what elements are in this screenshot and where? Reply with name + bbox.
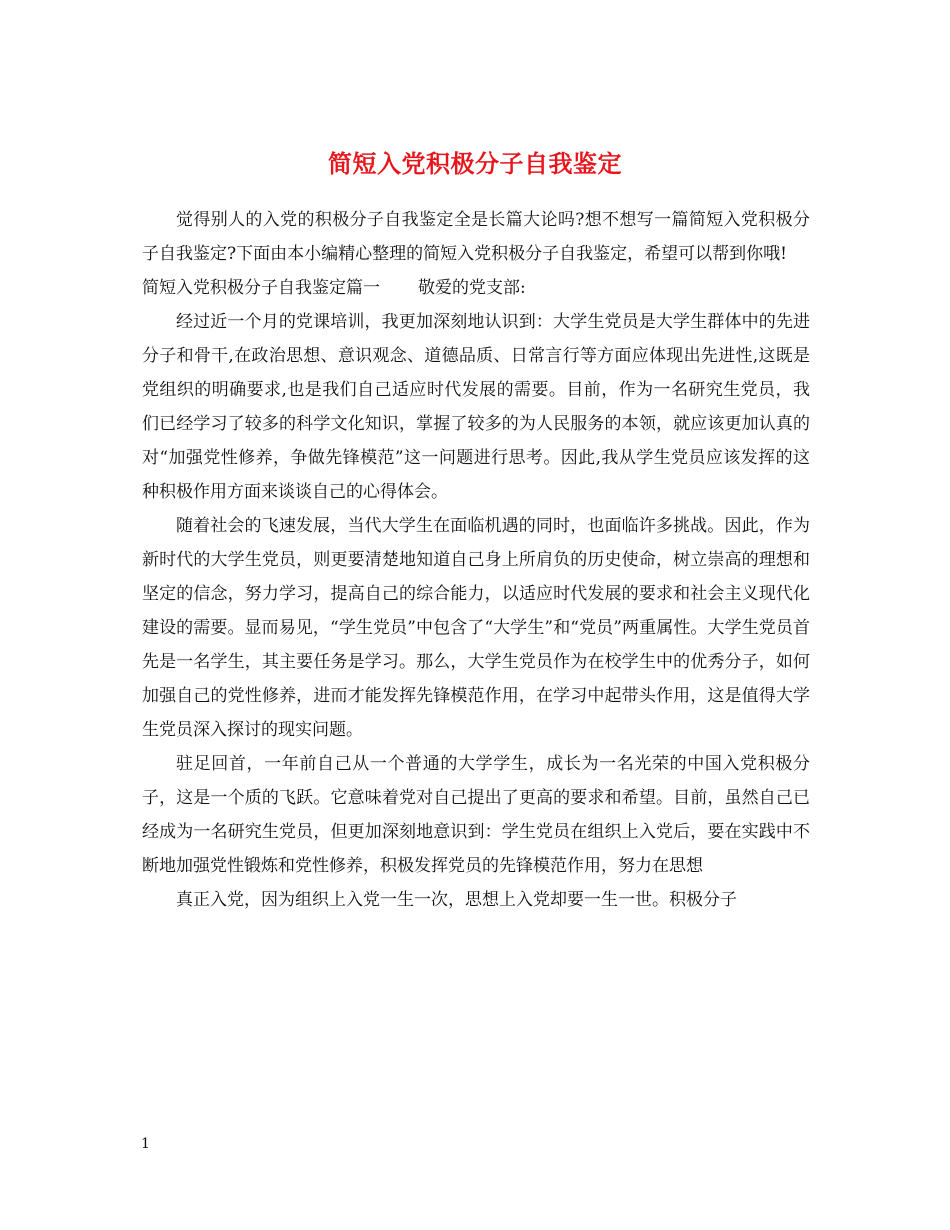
body-paragraph: 经过近一个月的党课培训，我更加深刻地认识到：大学生党员是大学生群体中的先进分子和骨干,在政治思想、意识观念、道德品质、日常言行等方面应体现出先进性,这既是党组织的明确要求,也是我们自己适应时代发展的需要。目前，作为一名研究生党员，我们已经学习了较多的科学文化知识，掌握了较多的为人民服务的本领，就应该更加认真的对“加强党性修养，争做先锋模范”这一问题进行思考。因此,我从学生党员应该发挥的这种积极作用方面来谈谈自己的心得体会。	[142, 312, 810, 502]
body-paragraph: 驻足回首，一年前自己从一个普通的大学学生，成长为一名光荣的中国入党积极分子，这是一个质的飞跃。它意味着党对自己提出了更高的要求和希望。目前，虽然自己已经成为一名研究生党员，但更加深刻地意识到：学生党员在组织上入党后，要在实践中不断地加强党性锻炼和党性修养，积极发挥党员的先锋模范作用，努力在思想	[142, 754, 810, 876]
document-title: 简短入党积极分子自我鉴定	[328, 149, 622, 179]
document-body	[142, 203, 810, 917]
page-number: 1	[141, 1136, 150, 1152]
body-paragraph: 真正入党，因为组织上入党一生一次，思想上入党却要一生一世。积极分子	[176, 890, 737, 910]
section-heading: 简短入党积极分子自我鉴定篇一	[142, 278, 380, 298]
intro-paragraph: 觉得别人的入党的积极分子自我鉴定全是长篇大论吗?想不想写一篇简短入党积极分子自我鉴定?下面由本小编精心整理的简短入党积极分子自我鉴定，希望可以帮到你哦!	[142, 210, 810, 264]
salutation: 敬爱的党支部:	[418, 278, 526, 298]
section-heading-line	[142, 271, 810, 305]
body-paragraph: 随着社会的飞速发展，当代大学生在面临机遇的同时，也面临许多挑战。因此，作为新时代的大学生党员，则更要清楚地知道自己身上所肩负的历史使命，树立崇高的理想和坚定的信念，努力学习，提高自己的综合能力，以适应时代发展的要求和社会主义现代化建设的需要。显而易见，“学生党员”中包含了“大学生”和“党员”两重属性。大学生党员首先是一名学生，其主要任务是学习。那么，大学生党员作为在校学生中的优秀分子，如何加强自己的党性修养，进而才能发挥先锋模范作用，在学习中起带头作用，这是值得大学生党员深入探讨的现实问题。	[142, 516, 810, 740]
